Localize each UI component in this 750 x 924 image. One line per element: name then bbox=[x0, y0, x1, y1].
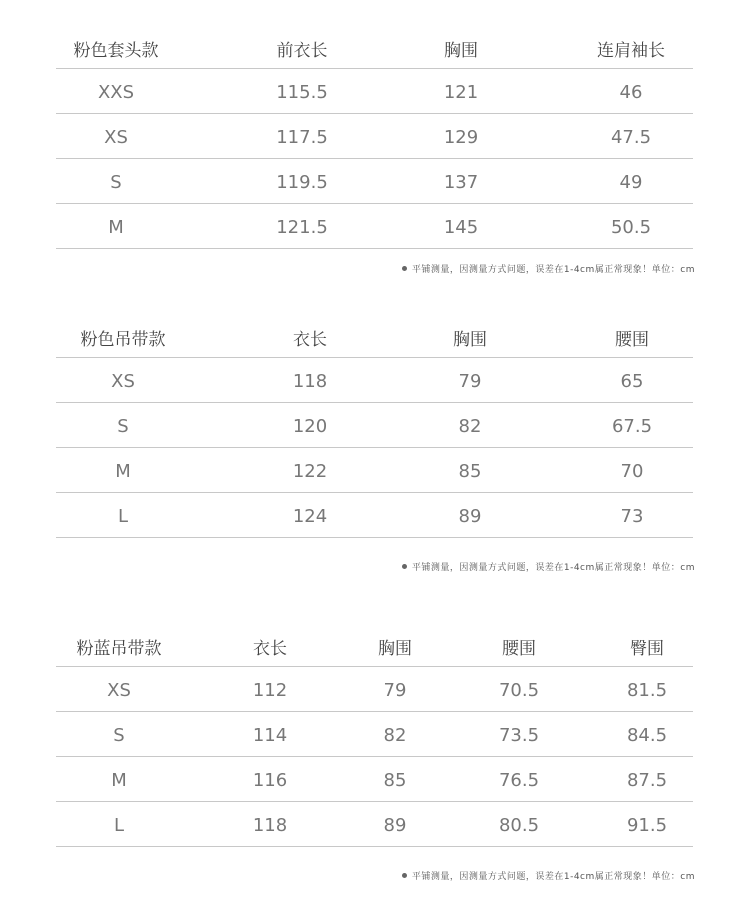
bullet-icon bbox=[402, 266, 407, 271]
table-row bbox=[56, 802, 693, 847]
measurement-note bbox=[402, 869, 695, 882]
value-cell: 87.5 bbox=[626, 769, 668, 791]
note-text: 平铺测量，因测量方式问题，误差在1-4cm属正常现象！单位：cm bbox=[411, 563, 695, 573]
value-cell: 79 bbox=[383, 679, 407, 701]
value-cell: 118 bbox=[292, 370, 328, 392]
header-style: 粉色套头款 bbox=[73, 41, 159, 61]
header-waist: 腰围 bbox=[502, 639, 536, 659]
value-cell: 124 bbox=[292, 505, 328, 527]
value-cell: 85 bbox=[383, 769, 407, 791]
table-row bbox=[56, 69, 693, 114]
size-cell: XS bbox=[107, 679, 131, 701]
size-table-pink-blue-camisole bbox=[56, 632, 693, 847]
table-header-row bbox=[56, 34, 693, 69]
bullet-icon bbox=[402, 564, 407, 569]
size-cell: S bbox=[110, 171, 122, 193]
value-cell: 70.5 bbox=[498, 679, 540, 701]
value-cell: 115.5 bbox=[276, 81, 328, 103]
value-cell: 50.5 bbox=[610, 216, 652, 238]
value-cell: 121 bbox=[443, 81, 479, 103]
size-cell: L bbox=[117, 505, 129, 527]
size-cell: S bbox=[117, 415, 129, 437]
size-cell: XS bbox=[104, 126, 128, 148]
value-cell: 80.5 bbox=[498, 814, 540, 836]
value-cell: 82 bbox=[458, 415, 482, 437]
table-row bbox=[56, 667, 693, 712]
table-header-row bbox=[56, 632, 693, 667]
size-cell: M bbox=[108, 216, 124, 238]
header-hip: 臀围 bbox=[630, 639, 664, 659]
size-cell: XS bbox=[111, 370, 135, 392]
value-cell: 79 bbox=[458, 370, 482, 392]
value-cell: 137 bbox=[443, 171, 479, 193]
value-cell: 85 bbox=[458, 460, 482, 482]
size-cell: S bbox=[113, 724, 125, 746]
value-cell: 82 bbox=[383, 724, 407, 746]
value-cell: 112 bbox=[252, 679, 288, 701]
table-row bbox=[56, 403, 693, 448]
value-cell: 65 bbox=[620, 370, 644, 392]
value-cell: 122 bbox=[292, 460, 328, 482]
header-length: 衣长 bbox=[293, 330, 327, 350]
header-waist: 腰围 bbox=[615, 330, 649, 350]
value-cell: 119.5 bbox=[276, 171, 328, 193]
value-cell: 117.5 bbox=[276, 126, 328, 148]
table-row bbox=[56, 448, 693, 493]
size-table-pink-camisole bbox=[56, 323, 693, 538]
size-cell: M bbox=[111, 769, 127, 791]
header-style: 粉蓝吊带款 bbox=[76, 639, 162, 659]
size-cell: XXS bbox=[97, 81, 135, 103]
value-cell: 91.5 bbox=[626, 814, 668, 836]
header-length: 衣长 bbox=[253, 639, 287, 659]
value-cell: 46 bbox=[619, 81, 643, 103]
value-cell: 73.5 bbox=[498, 724, 540, 746]
table-row bbox=[56, 204, 693, 249]
header-sleeve-length: 连肩袖长 bbox=[597, 41, 665, 61]
table-header-row bbox=[56, 323, 693, 358]
table-row bbox=[56, 493, 693, 538]
value-cell: 120 bbox=[292, 415, 328, 437]
size-table-pink-pullover bbox=[56, 34, 693, 249]
table-row bbox=[56, 757, 693, 802]
header-chest: 胸围 bbox=[378, 639, 412, 659]
value-cell: 84.5 bbox=[626, 724, 668, 746]
value-cell: 129 bbox=[443, 126, 479, 148]
value-cell: 121.5 bbox=[276, 216, 328, 238]
header-style: 粉色吊带款 bbox=[80, 330, 166, 350]
value-cell: 118 bbox=[252, 814, 288, 836]
header-chest: 胸围 bbox=[444, 41, 478, 61]
value-cell: 49 bbox=[619, 171, 643, 193]
size-cell: L bbox=[113, 814, 125, 836]
value-cell: 47.5 bbox=[610, 126, 652, 148]
note-text: 平铺测量，因测量方式问题，误差在1-4cm属正常现象！单位：cm bbox=[411, 872, 695, 882]
table-row bbox=[56, 712, 693, 757]
value-cell: 76.5 bbox=[498, 769, 540, 791]
value-cell: 81.5 bbox=[626, 679, 668, 701]
table-row bbox=[56, 159, 693, 204]
table-row bbox=[56, 358, 693, 403]
measurement-note bbox=[402, 262, 695, 275]
value-cell: 73 bbox=[620, 505, 644, 527]
table-row bbox=[56, 114, 693, 159]
bullet-icon bbox=[402, 873, 407, 878]
value-cell: 70 bbox=[620, 460, 644, 482]
header-front-length: 前衣长 bbox=[276, 41, 328, 61]
size-cell: M bbox=[115, 460, 131, 482]
value-cell: 116 bbox=[252, 769, 288, 791]
value-cell: 67.5 bbox=[611, 415, 653, 437]
header-chest: 胸围 bbox=[453, 330, 487, 350]
note-text: 平铺测量，因测量方式问题，误差在1-4cm属正常现象！单位：cm bbox=[411, 265, 695, 275]
value-cell: 89 bbox=[383, 814, 407, 836]
value-cell: 89 bbox=[458, 505, 482, 527]
value-cell: 145 bbox=[443, 216, 479, 238]
measurement-note bbox=[402, 560, 695, 573]
value-cell: 114 bbox=[252, 724, 288, 746]
